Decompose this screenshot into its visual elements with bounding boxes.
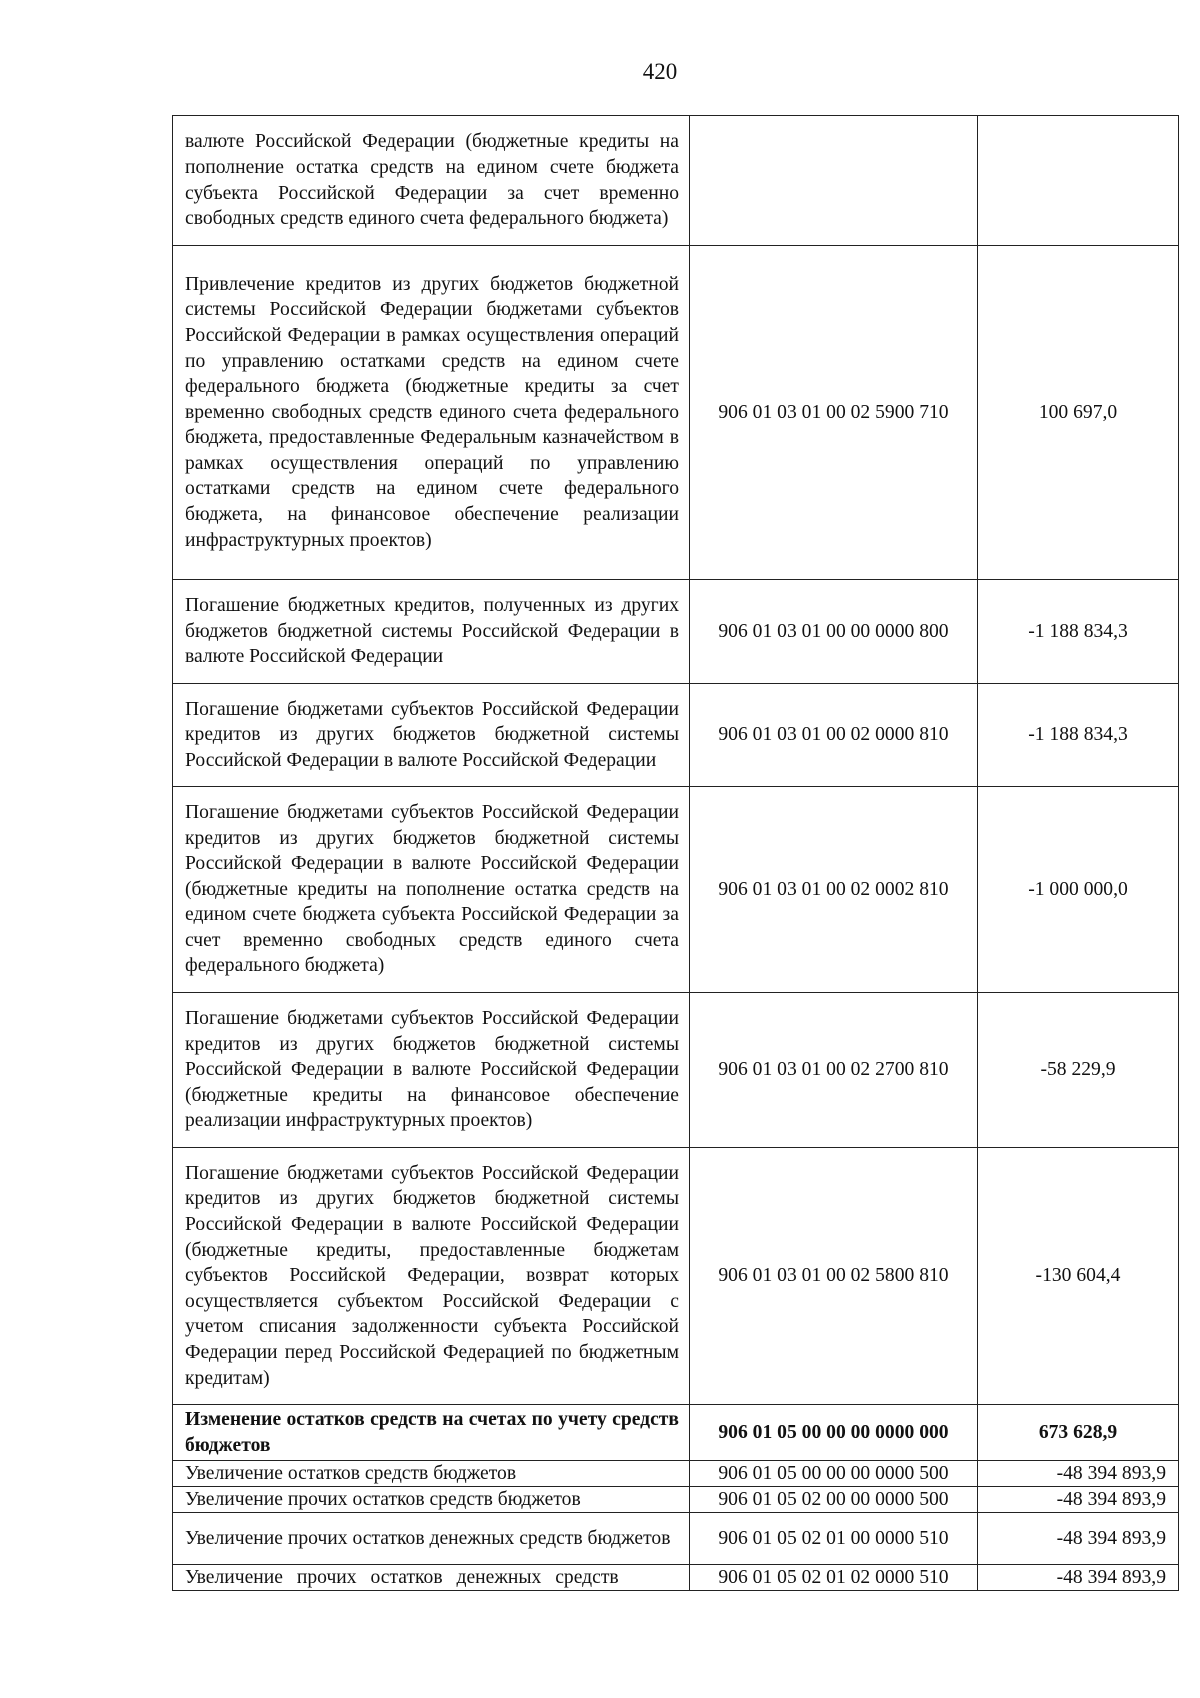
row-amount	[978, 116, 1179, 246]
table-row	[173, 246, 1179, 580]
row-code	[690, 116, 978, 246]
row-amount: -130 604,4	[978, 1148, 1179, 1405]
table-row	[173, 1513, 1179, 1565]
row-code: 906 01 05 02 00 00 0000 500	[690, 1487, 978, 1513]
table-row	[173, 580, 1179, 684]
row-code: 906 01 05 02 01 02 0000 510	[690, 1565, 978, 1591]
row-description: Увеличение прочих остатков денежных средств	[173, 1565, 690, 1591]
row-description: валюте Российской Федерации (бюджетные кредиты на пополнение остатка средств на едином счете бюджета субъекта Российской Федерации за счет временно свободных средств единого счета федерального бюджета)	[173, 116, 690, 246]
row-description: Погашение бюджетами субъектов Российской Федерации кредитов из других бюджетов бюджетной системы Российской Федерации в валюте Российской Федерации (бюджетные кредиты на пополнение остатка средств на едином счете бюджета субъекта Российской Федерации за счет временно свободных средств единого счета федерального бюджета)	[173, 787, 690, 993]
table-row	[173, 116, 1179, 246]
row-description: Привлечение кредитов из других бюджетов бюджетной системы Российской Федерации бюджетами субъектов Российской Федерации в рамках осуществления операций по управлению остатками средств на едином счете федерального бюджета (бюджетные кредиты за счет временно свободных средств единого счета федерального бюджета, предоставленные Федеральным казначейством в рамках осуществления операций по управлению остатками средств на едином счете федерального бюджета, на финансовое обеспечение реализации инфраструктурных проектов)	[173, 246, 690, 580]
row-description: Увеличение остатков средств бюджетов	[173, 1461, 690, 1487]
row-code: 906 01 03 01 00 02 5800 810	[690, 1148, 978, 1405]
table-row	[173, 1461, 1179, 1487]
row-code: 906 01 05 00 00 00 0000 500	[690, 1461, 978, 1487]
table-row	[173, 787, 1179, 993]
row-description: Погашение бюджетами субъектов Российской Федерации кредитов из других бюджетов бюджетной системы Российской Федерации в валюте Российской Федерации (бюджетные кредиты на финансовое обеспечение реализации инфраструктурных проектов)	[173, 993, 690, 1148]
row-amount: -48 394 893,9	[978, 1461, 1179, 1487]
row-description: Погашение бюджетами субъектов Российской Федерации кредитов из других бюджетов бюджетной системы Российской Федерации в валюте Российской Федерации (бюджетные кредиты, предоставленные бюджетам субъектов Российской Федерации, возврат которых осуществляется субъектом Российской Федерации с учетом списания задолженности субъекта Российской Федерации перед Российской Федерацией по бюджетным кредитам)	[173, 1148, 690, 1405]
row-code: 906 01 05 00 00 00 0000 000	[690, 1405, 978, 1461]
table-row-total	[173, 1405, 1179, 1461]
row-amount: -1 000 000,0	[978, 787, 1179, 993]
row-code: 906 01 05 02 01 00 0000 510	[690, 1513, 978, 1565]
row-amount: -48 394 893,9	[978, 1487, 1179, 1513]
row-code: 906 01 03 01 00 02 0002 810	[690, 787, 978, 993]
row-amount: 673 628,9	[978, 1405, 1179, 1461]
row-description: Погашение бюджетных кредитов, полученных из других бюджетов бюджетной системы Российской Федерации в валюте Российской Федерации	[173, 580, 690, 684]
table-row	[173, 1565, 1179, 1591]
row-amount: -48 394 893,9	[978, 1513, 1179, 1565]
row-amount: -1 188 834,3	[978, 580, 1179, 684]
table-row	[173, 1148, 1179, 1405]
row-description: Увеличение прочих остатков денежных средств бюджетов	[173, 1513, 690, 1565]
table-row	[173, 993, 1179, 1148]
page-number: 420	[642, 59, 678, 84]
row-code: 906 01 03 01 00 02 2700 810	[690, 993, 978, 1148]
row-description: Изменение остатков средств на счетах по учету средств бюджетов	[173, 1405, 690, 1461]
table-row	[173, 684, 1179, 787]
row-amount: -58 229,9	[978, 993, 1179, 1148]
row-code: 906 01 03 01 00 02 0000 810	[690, 684, 978, 787]
row-description: Погашение бюджетами субъектов Российской Федерации кредитов из других бюджетов бюджетной системы Российской Федерации в валюте Российской Федерации	[173, 684, 690, 787]
row-code: 906 01 03 01 00 02 5900 710	[690, 246, 978, 580]
row-description: Увеличение прочих остатков средств бюджетов	[173, 1487, 690, 1513]
row-amount: -1 188 834,3	[978, 684, 1179, 787]
row-amount: -48 394 893,9	[978, 1565, 1179, 1591]
table-row	[173, 1487, 1179, 1513]
row-code: 906 01 03 01 00 00 0000 800	[690, 580, 978, 684]
budget-sources-table	[172, 115, 1179, 1591]
row-amount: 100 697,0	[978, 246, 1179, 580]
